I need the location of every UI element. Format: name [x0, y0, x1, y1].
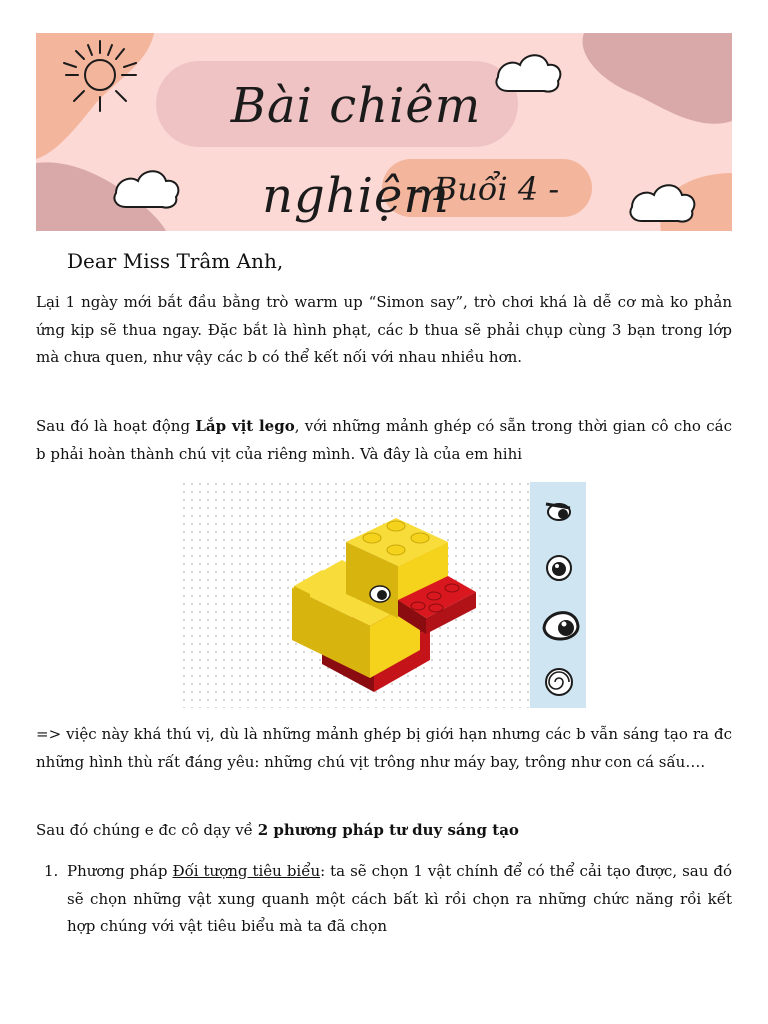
paragraph-methods — [36, 817, 732, 845]
eye-squint-icon — [546, 504, 570, 520]
blob-top-left — [36, 33, 154, 159]
header-banner — [36, 33, 732, 231]
list-item — [36, 858, 732, 941]
banner-subtitle: - Buổi 4 - — [412, 170, 560, 208]
paragraph-methods-text: Sau đó chúng e đc cô dạy về — [36, 821, 258, 839]
cloud-icon — [114, 171, 178, 207]
paragraph-intro: Lại 1 ngày mới bắt đầu bằng trò warm up “Simon say”, trò chơi khá là dễ cơ mà ko phản ứng kịp sẽ thua ngay. Đặc bắt là hình phạt, các b thua sẽ phải chụp cùng 3 bạn trong lớp mà chưa quen, như vậy các b có thể kết nối với nhau nhiều hơn. — [36, 293, 732, 366]
methods-list — [36, 858, 732, 941]
lego-duck-image — [182, 482, 586, 708]
eye-spiral-icon — [546, 669, 572, 695]
eye-round-icon — [547, 556, 571, 580]
eye-big-icon — [544, 613, 578, 639]
duck-eye-icon — [370, 586, 390, 602]
paragraph-activity-text: , với những mảnh ghép có sẵn trong thời gian cô cho các b phải hoàn thành chú vịt của riêng mình. Và đây là của em hihi — [36, 417, 732, 463]
list-item-number: 1. — [44, 862, 59, 880]
activity-name: Lắp vịt lego — [195, 417, 295, 435]
paragraph-activity-text: Sau đó là hoạt động — [36, 417, 196, 435]
paragraph-reflection: => việc này khá thú vị, dù là những mảnh ghép bị giới hạn nhưng các b vẫn sáng tạo ra đc những hình thù rất đáng yêu: những chú vịt trông như máy bay, trông như con cá sấu…. — [36, 725, 732, 771]
list-item-text: : ta sẽ chọn 1 vật chính để có thể cải tạo được, sau đó sẽ chọn những vật xung quanh một cách bất kì rồi chọn ra những chức năng rồi kết hợp chúng với vật tiêu biểu mà ta đã chọn — [67, 862, 732, 935]
blob-top-right — [583, 33, 732, 124]
methods-title: 2 phương pháp tư duy sáng tạo — [257, 821, 519, 839]
method-name: Đối tượng tiêu biểu — [172, 862, 321, 880]
banner-title: Bài chiêm nghiệm — [230, 78, 482, 224]
greeting: Dear Miss Trâm Anh, — [67, 249, 284, 273]
list-item-text: Phương pháp — [67, 862, 173, 880]
paragraph-activity — [36, 413, 732, 468]
